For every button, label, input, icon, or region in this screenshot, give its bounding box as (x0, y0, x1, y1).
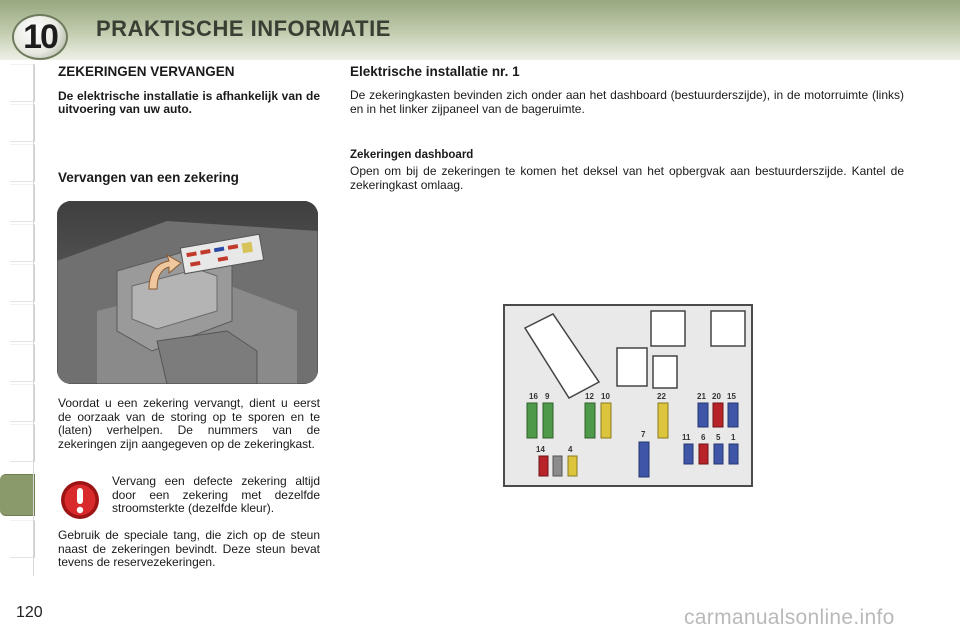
fuse-label: 4 (568, 445, 573, 454)
chapter-tab[interactable] (10, 104, 35, 142)
chapter-title: PRAKTISCHE INFORMATIE (96, 16, 391, 41)
right-column (350, 64, 904, 116)
installation-text: De zekeringkasten bevinden zich onder aan het dashboard (bestuurderszijde), in de motorruimte (links) en in het linker zijpaneel van de bageruimte. (350, 88, 904, 116)
watermark: carmanualsonline.info (684, 606, 895, 629)
fuse-label: 6 (701, 433, 706, 442)
fuse-label: 7 (641, 430, 646, 439)
paragraph-special-tool: Gebruik de speciale tang, die zich op de steun naast de zekeringen bevindt. Deze steun bevat tevens de reservezekeringen. (58, 528, 320, 570)
chapter-tabs (0, 64, 34, 576)
left-column (58, 64, 320, 116)
fuse-label: 16 (529, 392, 538, 401)
section-title: ZEKERINGEN VERVANGEN (58, 64, 235, 79)
chapter-number-badge (12, 14, 68, 60)
chapter-tab[interactable] (10, 64, 35, 102)
chapter-number: 10 (23, 18, 57, 56)
paragraph-before-replacing: Voordat u een zekering vervangt, dient u eerst de oorzaak van de storing op te sporen en te (laten) verhelpen. De nummers van de zekeringen zijn aangegeven op de zekeringkast. (58, 396, 320, 452)
intro-text: De elektrische installatie is afhankelijk van de uitvoering van uw auto. (58, 89, 320, 116)
fuse-label: 1 (731, 433, 736, 442)
fuse-label: 10 (601, 392, 610, 401)
subsection-title: Vervangen van een zekering (58, 170, 239, 185)
dashboard-fuses-text: Open om bij de zekeringen te komen het deksel van het opbergvak aan bestuurderszijde. Kantel de zekeringkast omlaag. (350, 164, 904, 192)
fuse-label: 5 (716, 433, 721, 442)
chapter-tab[interactable] (10, 264, 35, 302)
fuse-label: 9 (545, 392, 550, 401)
warning-text: Vervang een defecte zekering altijd door een zekering met dezelfde stroomsterkte (dezelfde kleur). (112, 474, 320, 516)
chapter-tab[interactable] (10, 520, 35, 558)
chapter-tab[interactable] (10, 424, 35, 462)
chapter-tab[interactable] (10, 384, 35, 422)
fuse-label: 22 (657, 392, 666, 401)
chapter-tab-active[interactable] (0, 474, 35, 516)
chapter-tab[interactable] (10, 304, 35, 342)
fuse-label: 20 (712, 392, 721, 401)
chapter-tab[interactable] (10, 144, 35, 182)
fuse-label: 11 (682, 433, 691, 442)
fuse-box-diagram (503, 304, 753, 487)
fuse-box-photo (57, 201, 318, 384)
fuse-label: 12 (585, 392, 594, 401)
fuse-label: 15 (727, 392, 736, 401)
dashboard-fuses-title: Zekeringen dashboard (350, 149, 474, 161)
warning-icon (60, 480, 100, 520)
fuse-label: 21 (697, 392, 706, 401)
chapter-tab[interactable] (10, 224, 35, 262)
page-number: 120 (16, 604, 43, 621)
tabs-divider (33, 64, 34, 576)
installation-title: Elektrische installatie nr. 1 (350, 64, 520, 79)
chapter-tab[interactable] (10, 344, 35, 382)
fuse-label: 14 (536, 445, 545, 454)
chapter-tab[interactable] (10, 184, 35, 222)
